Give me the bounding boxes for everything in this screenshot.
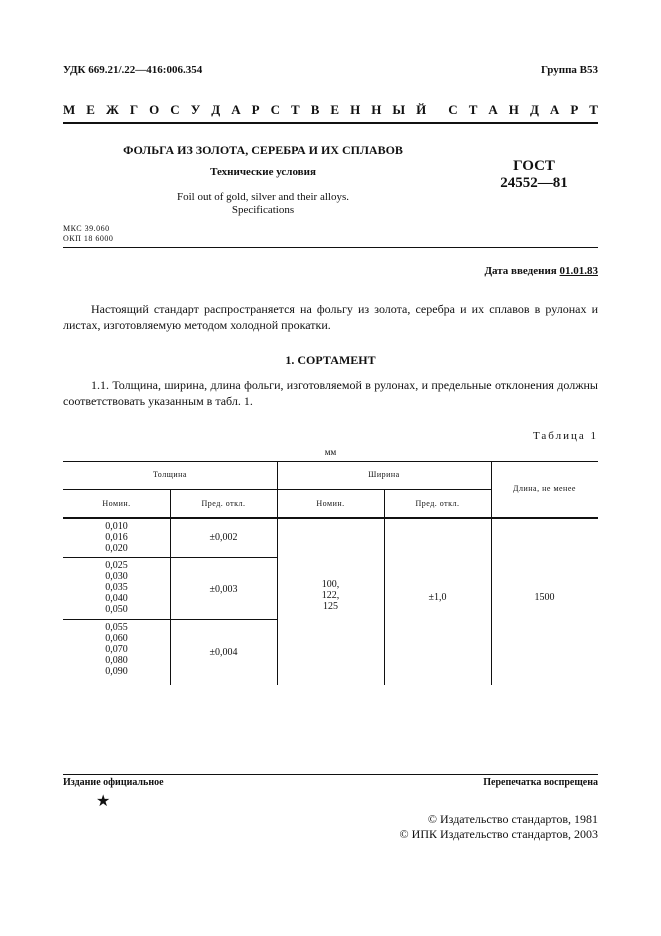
english-title [63, 191, 463, 217]
heading-letter: С [270, 102, 280, 117]
nominal-value: 0,016 [105, 532, 128, 543]
heading-letter: Т [291, 102, 300, 117]
official-edition: Издание официальное [63, 777, 164, 788]
introduction-date [484, 265, 598, 277]
nominal-value: 0,035 [105, 582, 128, 593]
heading-letter: С [170, 102, 180, 117]
col-divider [491, 461, 492, 685]
nominal-value: 0,010 [105, 521, 128, 532]
table-header-bottom [63, 517, 598, 519]
width-value: 100, [321, 579, 340, 590]
intro-date-label: Дата введения [484, 265, 557, 277]
heading-letter: Р [251, 102, 260, 117]
nominal-value: 0,020 [105, 543, 128, 554]
nominal-value: 0,030 [105, 571, 128, 582]
heading-letter: Д [529, 102, 539, 117]
classification-codes [63, 224, 113, 244]
thickness-tolerance-cell: ±0,003 [209, 584, 238, 595]
heading-letter: Г [129, 102, 139, 117]
width-value: 125 [323, 601, 338, 612]
header-width-tolerance: Пред. откл. [415, 499, 460, 508]
nominal-value: 0,090 [105, 666, 128, 677]
star-icon: ★ [96, 793, 111, 810]
heading-letter: Е [330, 102, 340, 117]
header-width-nominal: Номин. [316, 499, 345, 508]
heading-letter: О [149, 102, 160, 117]
nominal-value: 0,080 [105, 655, 128, 666]
title-block-rule [63, 247, 598, 248]
heading-letter: Н [350, 102, 361, 117]
mks-code: МКС 39.060 [63, 224, 110, 233]
header-rule [63, 122, 598, 124]
nominal-value: 0,060 [105, 633, 128, 644]
heading-letter: Ы [392, 102, 406, 117]
table-unit: мм [324, 447, 337, 457]
heading-letter: Н [371, 102, 382, 117]
section-1-title: 1. СОРТАМЕНТ [285, 353, 376, 367]
heading-letter: С [448, 102, 458, 117]
col-divider [384, 489, 385, 685]
heading-letter: Й [416, 102, 427, 117]
header-thickness-tolerance: Пред. откл. [201, 499, 246, 508]
heading-letter: М [63, 102, 76, 117]
section-1-paragraph: 1.1. Толщина, ширина, длина фольги, изготовляемой в рулонах, и предельные отклонения должны соответствовать указанным в табл. 1. [63, 378, 598, 408]
length-min-cell: 1500 [534, 592, 555, 603]
heading-letter: Т [468, 102, 478, 117]
heading-letter: Н [508, 102, 519, 117]
thickness-tolerance-cell: ±0,002 [209, 532, 238, 543]
nominal-value: 0,070 [105, 644, 128, 655]
thickness-nominal-cell [63, 622, 170, 677]
table-label: Таблица 1 [532, 430, 598, 442]
heading-letter: А [488, 102, 498, 117]
gost-designation [470, 158, 598, 192]
heading-letter: Е [86, 102, 95, 117]
interstate-standard-heading [63, 102, 598, 118]
copyright-2003: © ИПК Издательство стандартов, 2003 [399, 827, 598, 841]
intro-paragraph: Настоящий стандарт распространяется на фольгу из золота, серебра и их сплавов в рулонах и листах, изготовляемую методом холодной прокатки. [63, 302, 598, 332]
width-nominal-cell [277, 579, 384, 612]
sortament-table [63, 461, 598, 685]
width-tolerance-cell: ±1,0 [428, 592, 447, 603]
col-divider [277, 461, 278, 685]
nominal-value: 0,040 [105, 593, 128, 604]
thickness-nominal-cell [63, 521, 170, 554]
heading-letter: Д [211, 102, 221, 117]
document-subtitle: Технические условия [210, 166, 316, 178]
reprint-prohibited: Перепечатка воспрещена [483, 777, 598, 788]
nominal-value: 0,050 [105, 604, 128, 615]
okp-code: ОКП 18 6000 [63, 234, 114, 243]
width-value: 122, [321, 590, 340, 601]
thickness-nominal-cell [63, 560, 170, 615]
intro-date-value: 01.01.83 [559, 265, 598, 277]
heading-letter: Т [589, 102, 598, 117]
gost-number: 24552—81 [500, 175, 568, 191]
udk-code: УДК 669.21/.22—416:006.354 [63, 64, 203, 76]
nominal-value: 0,025 [105, 560, 128, 571]
gost-label: ГОСТ [513, 158, 555, 174]
heading-letter: В [310, 102, 320, 117]
copyright-1981: © Издательство стандартов, 1981 [427, 812, 598, 826]
nominal-value: 0,055 [105, 622, 128, 633]
group-code: Группа В53 [540, 64, 598, 76]
heading-letter: А [549, 102, 560, 117]
heading-letter: Р [570, 102, 579, 117]
document-title: ФОЛЬГА ИЗ ЗОЛОТА, СЕРЕБРА И ИХ СПЛАВОВ [123, 143, 403, 157]
header-length: Длина, не менее [513, 484, 576, 493]
header-thickness: Толщина [153, 470, 187, 479]
thickness-tolerance-cell: ±0,004 [209, 647, 238, 658]
heading-letter: Ж [105, 102, 119, 117]
heading-letter: А [231, 102, 241, 117]
header-thickness-nominal: Номин. [102, 499, 131, 508]
english-title-line: Foil out of gold, silver and their alloys. [176, 191, 349, 203]
header-width: Ширина [368, 470, 400, 479]
table-top-border [63, 461, 598, 462]
english-title-line: Specifications [231, 204, 295, 216]
footer-rule [63, 774, 598, 775]
heading-letter: У [190, 102, 201, 117]
